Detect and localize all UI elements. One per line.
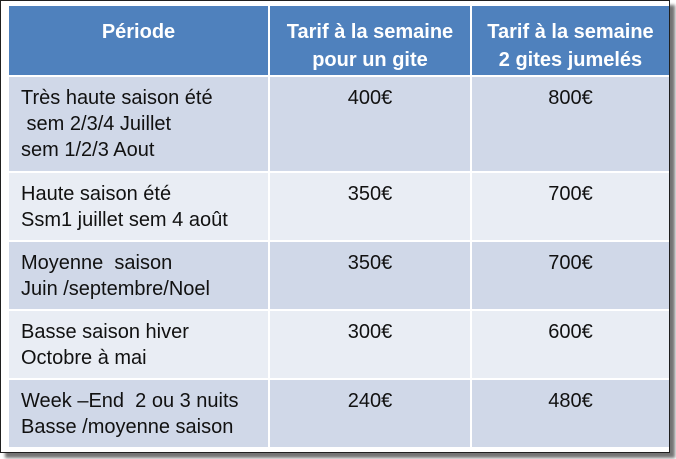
header-weekly-two-gites xyxy=(472,6,669,77)
row-3-period xyxy=(9,242,270,311)
row-3-price-two-gites: 700€ xyxy=(472,242,669,311)
row-3-period-line-2: Juin /septembre/Noel xyxy=(21,278,210,300)
row-4-price-one-gite: 300€ xyxy=(270,311,472,380)
row-1-period-line-1: Très haute saison été xyxy=(21,87,213,109)
row-3-period-line-1: Moyenne saison xyxy=(21,252,173,274)
header-period xyxy=(9,6,270,77)
row-5-period-line-2: Basse /moyenne saison xyxy=(21,416,234,438)
row-4-period-line-1: Basse saison hiver xyxy=(21,321,189,343)
row-4-period xyxy=(9,311,270,380)
row-1-price-two-gites: 800€ xyxy=(472,77,669,173)
header-period-label: Période xyxy=(101,21,176,43)
row-1-price-one-gite: 400€ xyxy=(270,77,472,173)
row-2-price-two-gites: 700€ xyxy=(472,173,669,242)
price-table xyxy=(9,6,669,449)
row-1-period-line-2: sem 2/3/4 Juillet xyxy=(21,113,172,135)
row-4-period-line-2: Octobre à mai xyxy=(21,347,147,369)
row-3-price-one-gite: 350€ xyxy=(270,242,472,311)
row-2-price-one-gite: 350€ xyxy=(270,173,472,242)
row-5-period-line-1: Week –End 2 ou 3 nuits xyxy=(21,390,239,412)
row-2-period-line-1: Haute saison été xyxy=(21,183,172,205)
row-2-period-line-2: Ssm1 juillet sem 4 août xyxy=(21,209,228,231)
row-4-price-two-gites: 600€ xyxy=(472,311,669,380)
row-1-period xyxy=(9,77,270,173)
row-2-period xyxy=(9,173,270,242)
row-1-period-line-3: sem 1/2/3 Aout xyxy=(21,139,155,161)
row-5-period xyxy=(9,380,270,449)
row-5-price-one-gite: 240€ xyxy=(270,380,472,449)
row-5-price-two-gites: 480€ xyxy=(472,380,669,449)
header-weekly-two-gites-label: Tarif à la semaine 2 gites jumelés xyxy=(487,21,654,71)
header-weekly-one-gite xyxy=(270,6,472,77)
header-weekly-one-gite-label: Tarif à la semaine pour un gite xyxy=(286,21,454,71)
